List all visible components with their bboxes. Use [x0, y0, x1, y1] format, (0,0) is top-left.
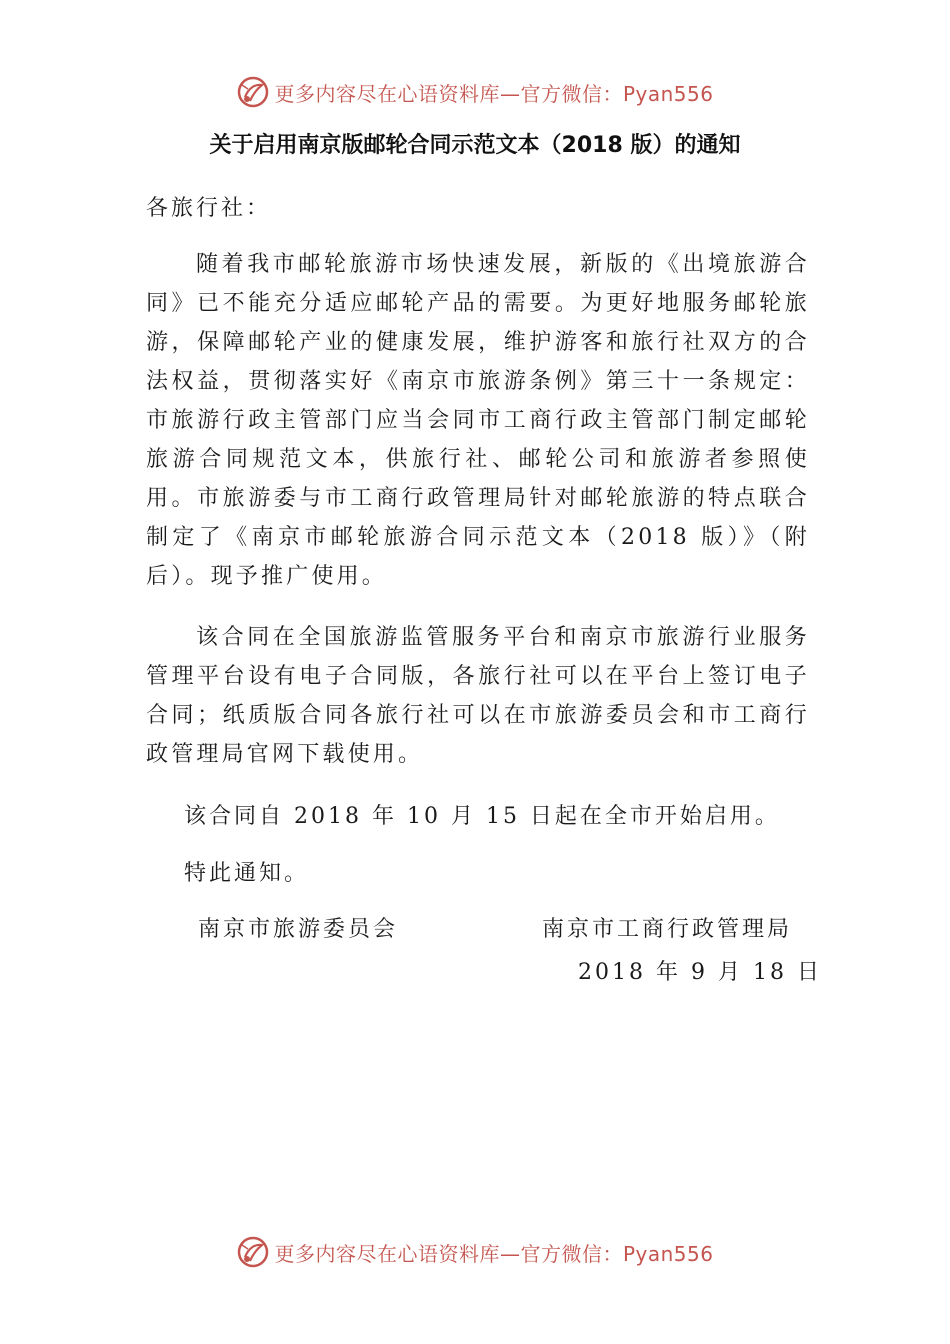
red-brush-logo-icon [236, 75, 270, 109]
paragraph-4: 特此通知。 [184, 861, 310, 886]
page-title: 关于启用南京版邮轮合同示范文本（2018 版）的通知 [209, 133, 741, 158]
signatory-tourism-committee: 南京市旅游委员会 [198, 917, 399, 942]
signatory-commerce-bureau: 南京市工商行政管理局 [542, 917, 793, 942]
salutation: 各旅行社： [146, 196, 272, 221]
banner-text: 更多内容尽在心语资料库—官方微信：Pyan556 [274, 81, 714, 106]
header-watermark-banner [0, 72, 950, 112]
red-brush-logo-icon [236, 1235, 270, 1269]
footer-watermark-banner [0, 1232, 950, 1272]
paragraph-1: 随着我市邮轮旅游市场快速发展，新版的《出境旅游合同》已不能充分适应邮轮产品的需要。为更好地服务邮轮旅游，保障邮轮产业的健康发展，维护游客和旅行社双方的合法权益，贯彻落实好《南京市旅游条例》第三十一条规定：市旅游行政主管部门应当会同市工商行政主管部门制定邮轮旅游合同规范文本，供旅行社、邮轮公司和旅游者参照使用。市旅游委与市工商行政管理局针对邮轮旅游的特点联合制定了《南京市邮轮旅游合同示范文本（2018 版）》（附后）。现予推广使用。 [146, 252, 810, 589]
paragraph-2: 该合同在全国旅游监管服务平台和南京市旅游行业服务管理平台设有电子合同版，各旅行社可以在平台上签订电子合同；纸质版合同各旅行社可以在市旅游委员会和市工商行政管理局官网下载使用。 [146, 625, 810, 767]
banner-text: 更多内容尽在心语资料库—官方微信：Pyan556 [274, 1241, 714, 1266]
signature-date: 2018 年 9 月 18 日 [578, 960, 822, 985]
paragraph-3: 该合同自 2018 年 10 月 15 日起在全市开始启用。 [184, 804, 780, 829]
